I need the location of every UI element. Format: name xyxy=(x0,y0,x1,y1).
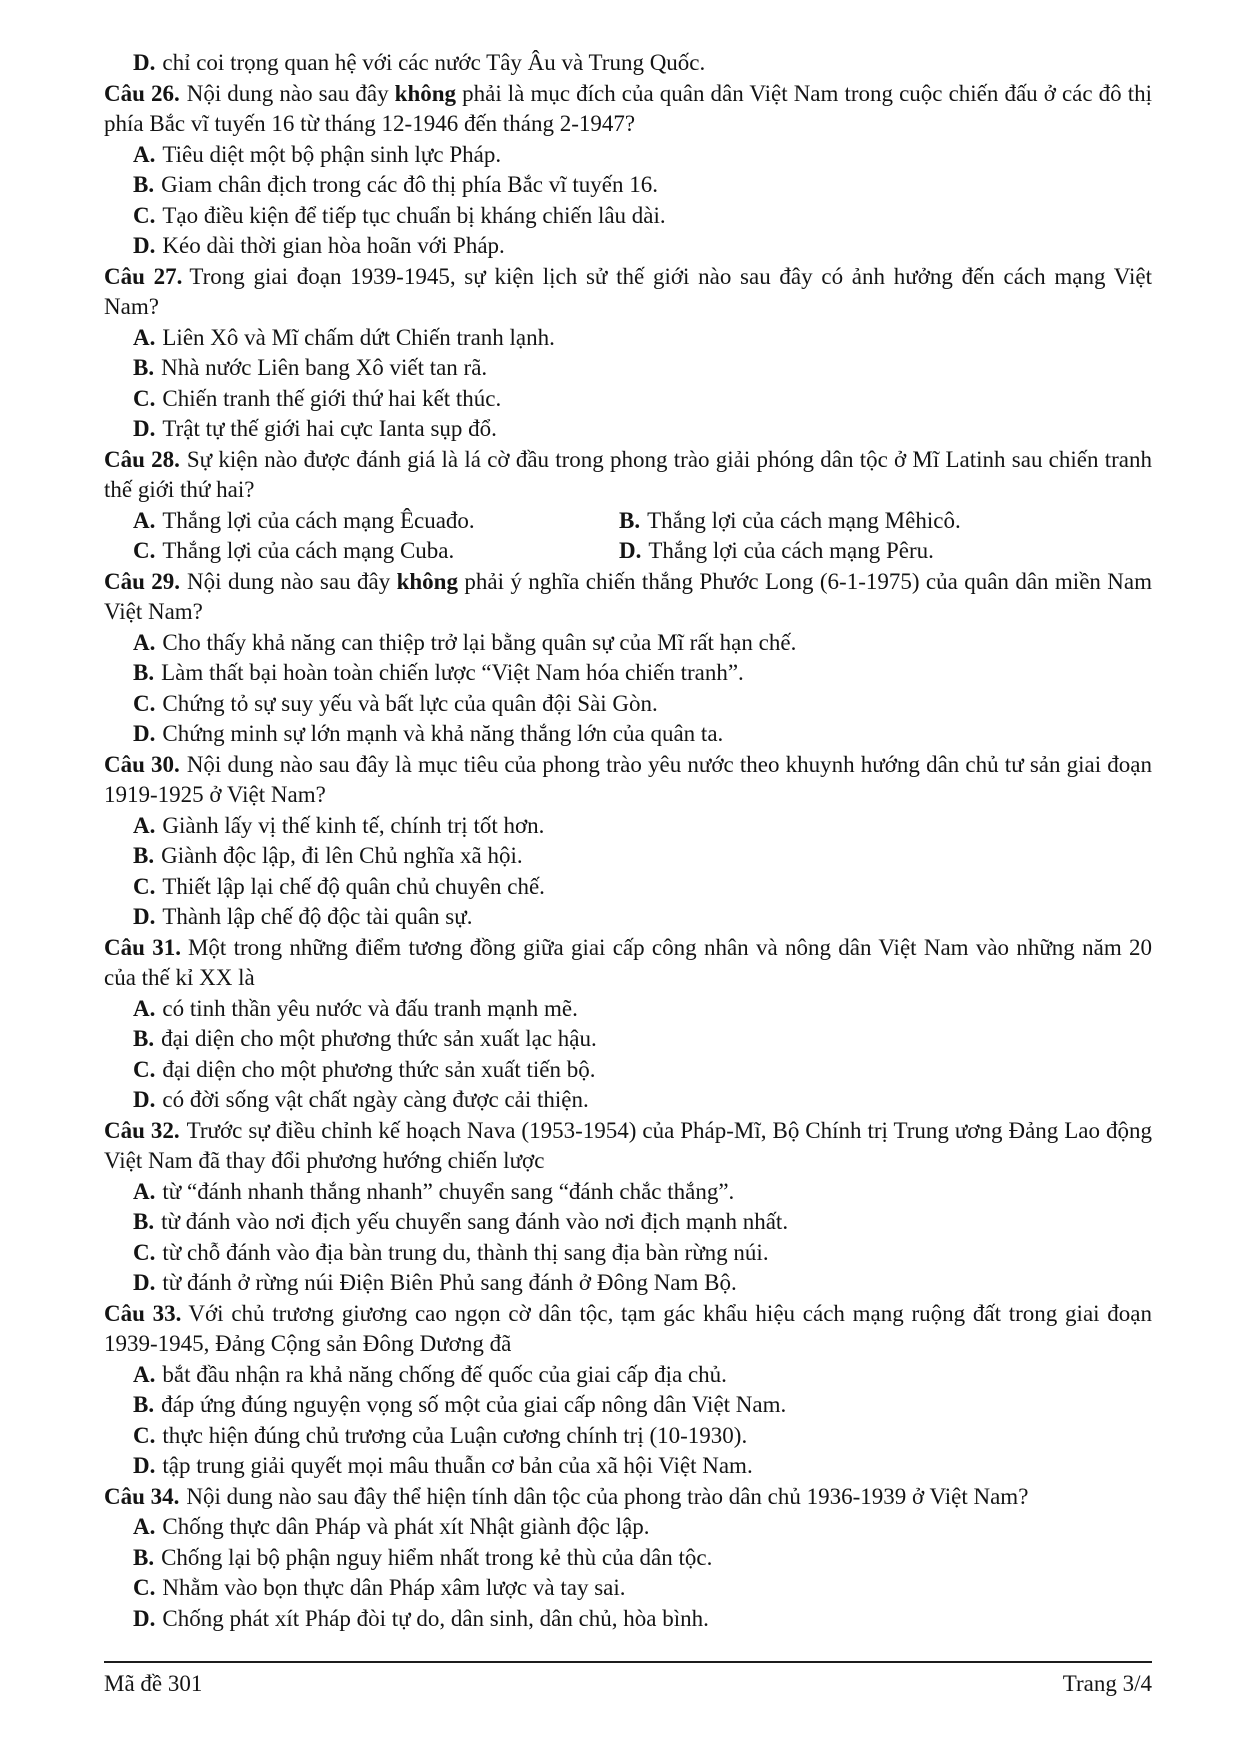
option-label: D. xyxy=(133,50,156,75)
question-number: Câu 32. xyxy=(104,1117,180,1143)
option-a xyxy=(104,323,1152,354)
option-b xyxy=(104,841,1152,872)
option-label: D. xyxy=(133,416,156,441)
question-text xyxy=(104,933,1152,994)
option-text: Kéo dài thời gian hòa hoãn với Pháp. xyxy=(162,233,505,258)
option-d xyxy=(104,231,1152,262)
options-list xyxy=(104,1512,1152,1634)
question-pre: Với chủ trương giương cao ngọn cờ dân tộc, tạm gác khẩu hiệu cách mạng ruộng đất trong giai đoạn 1939-1945, Đảng Cộng sản Đông Dương đã xyxy=(104,1300,1152,1356)
option-label: B. xyxy=(133,1392,155,1417)
question-pre: Sự kiện nào được đánh giá là lá cờ đầu trong phong trào giải phóng dân tộc ở Mĩ Latinh sau chiến tranh thế giới thứ hai? xyxy=(104,446,1152,502)
option-b xyxy=(104,1390,1152,1421)
option-label: D. xyxy=(133,904,156,929)
question-34 xyxy=(104,1482,1152,1635)
question-number: Câu 31. xyxy=(104,934,181,960)
option-c xyxy=(133,536,619,567)
option-label: A. xyxy=(133,141,156,167)
option-text: Chống lại bộ phận nguy hiểm nhất trong kẻ thù của dân tộc. xyxy=(161,1544,713,1570)
option-text: Thắng lợi của cách mạng Mêhicô. xyxy=(647,507,961,533)
options-list xyxy=(104,1177,1152,1299)
option-label: C. xyxy=(133,1575,156,1600)
option-text: Giành độc lập, đi lên Chủ nghĩa xã hội. xyxy=(161,843,523,868)
question-text xyxy=(104,750,1152,811)
option-label: A. xyxy=(133,629,156,655)
option-label: C. xyxy=(133,1239,156,1265)
option-text: từ đánh ở rừng núi Điện Biên Phủ sang đánh ở Đông Nam Bộ. xyxy=(162,1270,737,1295)
option-text: Liên Xô và Mĩ chấm dứt Chiến tranh lạnh. xyxy=(162,324,555,350)
option-c xyxy=(104,1573,1152,1604)
question-bold-word: không xyxy=(396,568,458,594)
option-a xyxy=(104,811,1152,842)
option-text: Nhà nước Liên bang Xô viết tan rã. xyxy=(161,355,488,380)
question-text xyxy=(104,445,1152,506)
options-list xyxy=(104,994,1152,1116)
option-label: A. xyxy=(133,507,156,533)
question-31 xyxy=(104,933,1152,1116)
question-27 xyxy=(104,262,1152,445)
option-text: Chống phát xít Pháp đòi tự do, dân sinh, dân chủ, hòa bình. xyxy=(162,1605,709,1631)
option-text: Giành lấy vị thế kinh tế, chính trị tốt hơn. xyxy=(162,812,545,838)
question-28 xyxy=(104,445,1152,567)
option-label: B. xyxy=(133,172,155,197)
option-text: thực hiện đúng chủ trương của Luận cương chính trị (10-1930). xyxy=(162,1422,748,1448)
option-text: Thắng lợi của cách mạng Êcuađo. xyxy=(162,507,475,533)
option-text: Chứng minh sự lớn mạnh và khả năng thắng lớn của quân ta. xyxy=(162,721,724,746)
option-c xyxy=(104,1421,1152,1452)
option-label: B. xyxy=(133,355,155,380)
option-label: C. xyxy=(133,1056,156,1082)
question-text xyxy=(104,1299,1152,1360)
option-text: Thắng lợi của cách mạng Pêru. xyxy=(648,538,934,563)
option-d xyxy=(619,536,1152,567)
option-text: từ đánh vào nơi địch yếu chuyển sang đánh vào nơi địch mạnh nhất. xyxy=(161,1209,789,1234)
option-a xyxy=(104,1512,1152,1543)
option-c xyxy=(104,1238,1152,1269)
option-text: Chứng tỏ sự suy yếu và bất lực của quân đội Sài Gòn. xyxy=(162,690,658,716)
option-label: C. xyxy=(133,690,156,716)
question-33 xyxy=(104,1299,1152,1482)
option-d xyxy=(104,719,1152,750)
question-number: Câu 34. xyxy=(104,1483,180,1509)
option-c xyxy=(104,872,1152,903)
question-26 xyxy=(104,79,1152,262)
option-label: C. xyxy=(133,873,156,899)
option-a xyxy=(133,506,619,537)
option-text: bắt đầu nhận ra khả năng chống đế quốc của giai cấp địa chủ. xyxy=(162,1361,727,1387)
option-b xyxy=(104,353,1152,384)
question-pre: Trước sự điều chỉnh kế hoạch Nava (1953-1954) của Pháp-Mĩ, Bộ Chính trị Trung ương Đảng Lao động Việt Nam đã thay đổi phương hướng chiến lược xyxy=(104,1117,1152,1173)
options-list xyxy=(104,628,1152,750)
option-label: C. xyxy=(133,538,156,563)
option-a xyxy=(104,1360,1152,1391)
question-pre: Nội dung nào sau đây xyxy=(187,568,397,594)
option-text: Tạo điều kiện để tiếp tục chuẩn bị kháng chiến lâu dài. xyxy=(162,202,666,228)
option-d xyxy=(104,1451,1152,1482)
option-label: D. xyxy=(133,1605,156,1631)
options-grid xyxy=(104,506,1152,567)
question-pre: Nội dung nào sau đây là mục tiêu của phong trào yêu nước theo khuynh hướng dân chủ tư sản giai đoạn 1919-1925 ở Việt Nam? xyxy=(104,751,1152,807)
option-label: B. xyxy=(133,1544,155,1570)
option-text: có đời sống vật chất ngày càng được cải thiện. xyxy=(162,1087,589,1112)
question-text xyxy=(104,262,1152,323)
option-b xyxy=(104,1543,1152,1574)
option-text: Thiết lập lại chế độ quân chủ chuyên chế. xyxy=(162,873,545,899)
option-label: D. xyxy=(619,538,642,563)
question-bold-word: không xyxy=(394,80,457,106)
option-label: D. xyxy=(133,1453,156,1478)
option-text: Làm thất bại hoàn toàn chiến lược “Việt Nam hóa chiến tranh”. xyxy=(161,660,744,685)
exam-content xyxy=(104,48,1152,1634)
option-text: Nhằm vào bọn thực dân Pháp xâm lược và tay sai. xyxy=(162,1575,626,1600)
page-footer xyxy=(104,1661,1152,1699)
option-text: đáp ứng đúng nguyện vọng số một của giai cấp nông dân Việt Nam. xyxy=(161,1392,787,1417)
question-text xyxy=(104,1116,1152,1177)
option-text: tập trung giải quyết mọi mâu thuẫn cơ bản của xã hội Việt Nam. xyxy=(162,1453,753,1478)
option-a xyxy=(104,628,1152,659)
option-b xyxy=(104,1024,1152,1055)
question-number: Câu 27. xyxy=(104,263,183,289)
question-29 xyxy=(104,567,1152,750)
question-30 xyxy=(104,750,1152,933)
options-list xyxy=(104,811,1152,933)
option-text: Chiến tranh thế giới thứ hai kết thúc. xyxy=(162,385,502,411)
option-text: có tinh thần yêu nước và đấu tranh mạnh mẽ. xyxy=(162,995,578,1021)
option-label: A. xyxy=(133,1178,156,1204)
option-b xyxy=(619,506,1152,537)
option-c xyxy=(104,384,1152,415)
option-label: B. xyxy=(133,843,155,868)
option-label: B. xyxy=(619,507,641,533)
question-text xyxy=(104,567,1152,628)
option-label: B. xyxy=(133,660,155,685)
option-label: D. xyxy=(133,1270,156,1295)
option-a xyxy=(104,1177,1152,1208)
option-a xyxy=(104,994,1152,1025)
question-pre: Nội dung nào sau đây thể hiện tính dân tộc của phong trào dân chủ 1936-1939 ở Việt Nam? xyxy=(186,1483,1029,1509)
option-d xyxy=(104,414,1152,445)
option-b xyxy=(104,1207,1152,1238)
options-list xyxy=(104,140,1152,262)
option-label: A. xyxy=(133,1514,156,1539)
option-c xyxy=(104,201,1152,232)
option-text: Giam chân địch trong các đô thị phía Bắc vĩ tuyến 16. xyxy=(161,172,659,197)
orphan-option-d xyxy=(104,48,1152,79)
option-text: Chống thực dân Pháp và phát xít Nhật giành độc lập. xyxy=(162,1514,650,1539)
option-label: C. xyxy=(133,385,156,411)
option-label: C. xyxy=(133,202,156,228)
option-label: D. xyxy=(133,233,156,258)
options-list xyxy=(104,1360,1152,1482)
option-c xyxy=(104,689,1152,720)
option-text: Cho thấy khả năng can thiệp trở lại bằng quân sự của Mĩ rất hạn chế. xyxy=(162,629,797,655)
option-label: A. xyxy=(133,324,156,350)
footer-page-number: Trang 3/4 xyxy=(1062,1671,1152,1696)
option-d xyxy=(104,1085,1152,1116)
question-text xyxy=(104,1482,1152,1513)
option-text: Tiêu diệt một bộ phận sinh lực Pháp. xyxy=(162,141,502,167)
option-label: A. xyxy=(133,995,156,1021)
option-a xyxy=(104,140,1152,171)
question-post: phải là mục đích của quân dân Việt Nam trong cuộc chiến đấu ở các đô thị phía Bắc vĩ tuyến 16 từ tháng 12-1946 đến tháng 2-1947? xyxy=(104,80,1153,136)
option-label: C. xyxy=(133,1422,156,1448)
question-pre: Một trong những điểm tương đồng giữa giai cấp công nhân và nông dân Việt Nam vào những năm 20 của thế kỉ XX là xyxy=(104,934,1152,990)
footer-exam-code: Mã đề 301 xyxy=(104,1671,203,1696)
question-pre: Nội dung nào sau đây xyxy=(186,80,395,106)
option-label: A. xyxy=(133,1361,156,1387)
options-list xyxy=(104,323,1152,445)
option-text: Trật tự thế giới hai cực Ianta sụp đổ. xyxy=(162,416,497,441)
option-label: A. xyxy=(133,812,156,838)
option-d xyxy=(104,1604,1152,1635)
question-32 xyxy=(104,1116,1152,1299)
option-c xyxy=(104,1055,1152,1086)
question-number: Câu 26. xyxy=(104,80,180,106)
option-text: Thắng lợi của cách mạng Cuba. xyxy=(162,538,455,563)
option-label: B. xyxy=(133,1209,155,1234)
option-text: từ chỗ đánh vào địa bàn trung du, thành thị sang địa bàn rừng núi. xyxy=(162,1239,769,1265)
option-d xyxy=(104,902,1152,933)
question-number: Câu 33. xyxy=(104,1300,182,1326)
question-number: Câu 28. xyxy=(104,446,180,472)
option-text: đại diện cho một phương thức sản xuất tiến bộ. xyxy=(162,1056,596,1082)
option-text: chỉ coi trọng quan hệ với các nước Tây Âu và Trung Quốc. xyxy=(162,50,706,75)
question-pre: Trong giai đoạn 1939-1945, sự kiện lịch sử thế giới nào sau đây có ảnh hưởng đến cách mạng Việt Nam? xyxy=(104,263,1153,319)
question-number: Câu 30. xyxy=(104,751,180,777)
option-b xyxy=(104,658,1152,689)
option-d xyxy=(104,1268,1152,1299)
question-number: Câu 29. xyxy=(104,568,181,594)
option-label: B. xyxy=(133,1026,155,1051)
option-b xyxy=(104,170,1152,201)
option-label: D. xyxy=(133,721,156,746)
option-text: từ “đánh nhanh thắng nhanh” chuyển sang “đánh chắc thắng”. xyxy=(162,1178,735,1204)
question-post: phải ý nghĩa chiến thắng Phước Long (6-1-1975) của quân dân miền Nam Việt Nam? xyxy=(104,568,1153,624)
option-text: đại diện cho một phương thức sản xuất lạc hậu. xyxy=(161,1026,597,1051)
option-label: D. xyxy=(133,1087,156,1112)
option-text: Thành lập chế độ độc tài quân sự. xyxy=(162,904,473,929)
question-text xyxy=(104,79,1152,140)
